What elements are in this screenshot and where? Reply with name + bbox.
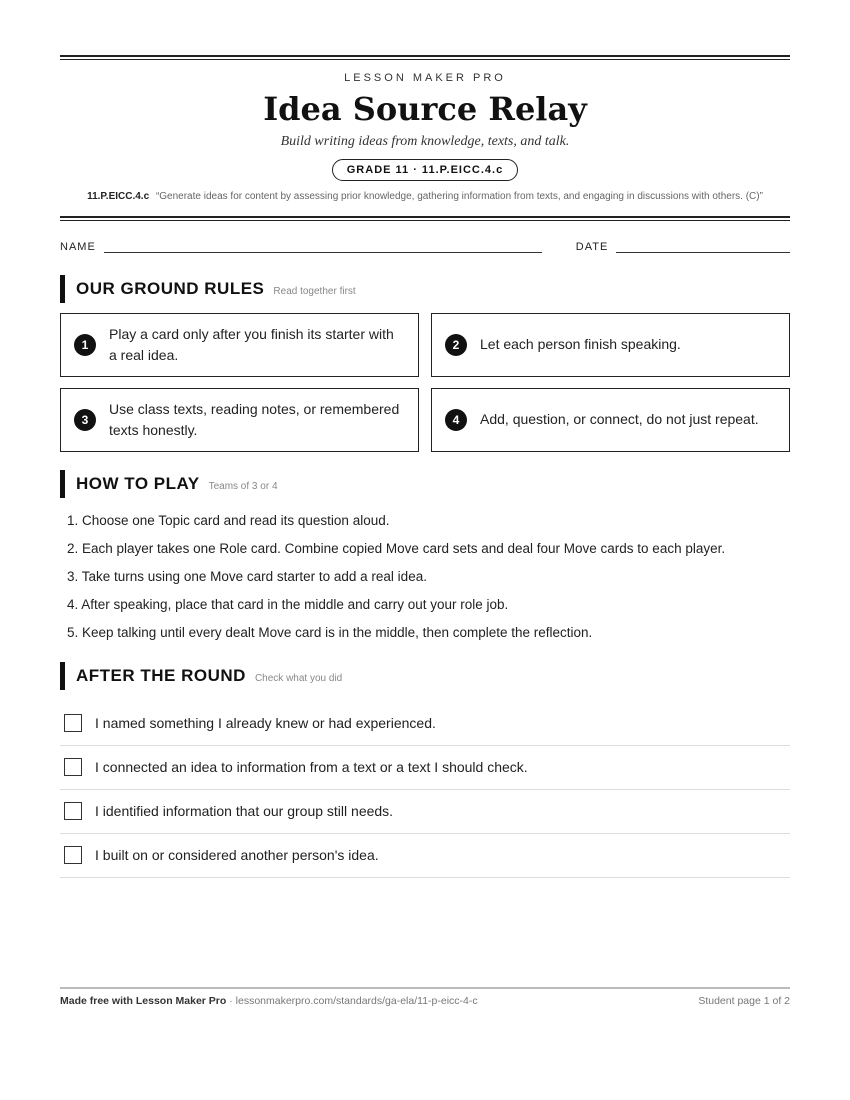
step-item: 5. Keep talking until every dealt Move card is in the middle, then complete the reflection. (67, 624, 593, 640)
rule-number-badge: 1 (74, 334, 96, 356)
footer-url: · lessonmakerpro.com/standards/ga-ela/11-p-eicc-4-c (226, 995, 478, 1007)
standard-text: “Generate ideas for content by assessing prior knowledge, gathering information from texts, and engaging in discussions with others. (C)” (155, 191, 763, 202)
checklist-text: I identified information that our group still needs. (95, 803, 394, 819)
checkbox[interactable] (64, 802, 82, 820)
worksheet-header (60, 60, 790, 205)
how-to-play-title: HOW TO PLAY (76, 473, 200, 493)
page-title: Idea Source Relay (263, 90, 587, 128)
rule-number-badge: 2 (445, 334, 467, 356)
step-item: 2. Each player takes one Role card. Combine copied Move card sets and deal four Move cards to each player. (67, 540, 726, 556)
rule-card (60, 313, 419, 377)
rule-text: Play a card only after you finish its starter with a real idea. (109, 325, 394, 363)
rule-text: Use class texts, reading notes, or remembered texts honestly. (109, 400, 400, 438)
page-subtitle: Build writing ideas from knowledge, texts, and talk. (280, 134, 570, 149)
ground-rules-note: Read together first (273, 285, 356, 297)
date-label: DATE (575, 240, 609, 253)
ground-rules-grid (60, 313, 790, 452)
checklist-text: I built on or considered another person's idea. (95, 847, 379, 863)
checkbox[interactable] (64, 714, 82, 732)
standard-description (60, 190, 790, 205)
checklist-item (60, 790, 790, 834)
rule-card (431, 313, 790, 377)
checklist-text: I named something I already knew or had experienced. (95, 715, 436, 731)
page-footer (60, 987, 790, 1007)
how-to-play-heading (60, 470, 790, 498)
checkbox[interactable] (64, 758, 82, 776)
checklist-text: I connected an idea to information from a text or a text I should check. (95, 759, 528, 775)
checklist-item (60, 746, 790, 790)
checklist-item (60, 834, 790, 878)
rule-text: Add, question, or connect, do not just repeat. (480, 411, 759, 427)
name-date-row (60, 241, 790, 253)
after-round-note: Check what you did (254, 672, 343, 684)
footer-made-with: Made free with Lesson Maker Pro (60, 995, 227, 1007)
rule-card (431, 388, 790, 452)
ground-rules-title: OUR GROUND RULES (76, 278, 265, 298)
worksheet-page (60, 55, 790, 878)
how-to-play-steps (60, 507, 790, 647)
reflection-checklist (60, 702, 790, 878)
checkbox[interactable] (64, 846, 82, 864)
after-round-heading (60, 662, 790, 690)
grade-badge: GRADE 11 · 11.P.EICC.4.c (332, 159, 518, 181)
footer-page-number: Student page 1 of 2 (698, 995, 790, 1007)
after-round-title: AFTER THE ROUND (76, 665, 246, 685)
how-to-play-note: Teams of 3 or 4 (208, 480, 278, 492)
rule-number-badge: 4 (445, 409, 467, 431)
step-item: 3. Take turns using one Move card starter to add a real idea. (67, 568, 427, 584)
name-field[interactable] (104, 241, 542, 253)
name-label: NAME (60, 240, 96, 253)
standard-code: 11.P.EICC.4.c (87, 191, 150, 202)
date-field[interactable] (616, 241, 790, 253)
footer-credit (60, 995, 478, 1007)
rule-number-badge: 3 (74, 409, 96, 431)
checklist-item (60, 702, 790, 746)
header-bottom-rule (60, 216, 790, 221)
brand-name: LESSON MAKER PRO (344, 72, 506, 84)
ground-rules-heading (60, 275, 790, 303)
rule-card (60, 388, 419, 452)
step-item: 4. After speaking, place that card in the middle and carry out your role job. (67, 596, 509, 612)
rule-text: Let each person finish speaking. (480, 336, 681, 352)
step-item: 1. Choose one Topic card and read its question aloud. (67, 512, 390, 528)
